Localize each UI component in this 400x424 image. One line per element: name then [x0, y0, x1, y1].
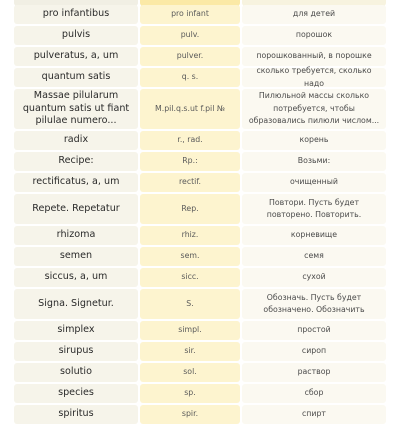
translation-cell-text: спирт	[302, 409, 326, 419]
latin-term-cell-text: spiritus	[58, 408, 94, 420]
translation-cell-text: сколько требуется, сколько надо	[256, 66, 372, 88]
latin-term-cell	[14, 342, 138, 361]
table-row	[14, 405, 386, 424]
translation-cell	[242, 247, 386, 266]
abbreviation-cell-text: M.pil.q.s.ut f.pil №	[155, 103, 225, 113]
abbreviation-cell	[140, 89, 240, 129]
translation-cell-text: сухой	[302, 272, 326, 282]
latin-term-cell	[14, 289, 138, 319]
abbreviation-cell-text: sol.	[183, 367, 197, 377]
translation-cell	[242, 5, 386, 24]
table-row	[14, 194, 386, 224]
abbreviation-cell-text: pro infant	[171, 9, 209, 19]
translation-cell-text: сбор	[304, 388, 324, 398]
translation-cell-text: сироп	[301, 346, 327, 356]
abbreviation-cell	[140, 131, 240, 150]
abbreviation-cell-text: q. s.	[181, 72, 199, 82]
latin-term-cell-text: rectificatus, a, um	[32, 176, 120, 188]
translation-cell-text: для детей	[292, 9, 336, 19]
table-row	[14, 89, 386, 129]
translation-cell	[242, 194, 386, 224]
latin-term-cell-text: solutio	[60, 366, 92, 378]
abbreviation-cell	[140, 152, 240, 171]
abbreviation-table	[14, 5, 386, 424]
translation-cell-text: семя	[304, 251, 324, 261]
table-row	[14, 26, 386, 45]
latin-term-cell	[14, 152, 138, 171]
translation-cell	[242, 384, 386, 403]
translation-cell-text: простой	[297, 325, 331, 335]
translation-cell	[242, 131, 386, 150]
table-row	[14, 68, 386, 87]
abbreviation-cell	[140, 384, 240, 403]
translation-cell	[242, 47, 386, 66]
table-row	[14, 289, 386, 319]
table-row	[14, 173, 386, 192]
translation-cell	[242, 342, 386, 361]
latin-term-cell	[14, 194, 138, 224]
latin-term-cell	[14, 89, 138, 129]
latin-term-cell	[14, 268, 138, 287]
latin-term-cell-text: semen	[59, 250, 93, 262]
abbreviation-cell	[140, 289, 240, 319]
latin-term-cell-text: species	[58, 387, 94, 399]
latin-term-cell-text: pulveratus, a, um	[33, 50, 119, 62]
abbreviation-cell-text: rectif.	[179, 177, 201, 187]
translation-cell	[242, 173, 386, 192]
abbreviation-cell-text: sicc.	[181, 272, 199, 282]
abbreviation-cell-text: simpl.	[178, 325, 202, 335]
abbreviation-cell	[140, 342, 240, 361]
abbreviation-cell	[140, 268, 240, 287]
table-row	[14, 226, 386, 245]
latin-term-cell	[14, 26, 138, 45]
latin-term-cell-text: siccus, a, um	[44, 271, 108, 283]
abbreviation-cell	[140, 194, 240, 224]
table-row	[14, 131, 386, 150]
abbreviation-cell-text: pulv.	[180, 30, 200, 40]
abbreviation-cell-text: Rp.:	[182, 156, 198, 166]
latin-term-cell	[14, 47, 138, 66]
latin-term-cell-text: radix	[63, 134, 89, 146]
translation-cell	[242, 363, 386, 382]
latin-term-cell	[14, 247, 138, 266]
abbreviation-cell	[140, 226, 240, 245]
abbreviation-cell-text: r., rad.	[177, 135, 203, 145]
table-row	[14, 5, 386, 24]
translation-cell-text: корневище	[290, 230, 338, 240]
abbreviation-cell-text: spir.	[181, 409, 199, 419]
abbreviation-cell-text: sir.	[184, 346, 196, 356]
abbreviation-cell	[140, 321, 240, 340]
abbreviation-cell	[140, 363, 240, 382]
translation-cell-text: Повтори. Пусть будет повторено. Повторить.	[266, 197, 362, 219]
latin-term-cell	[14, 226, 138, 245]
abbreviation-cell	[140, 26, 240, 45]
latin-term-cell-text: pro infantibus	[42, 8, 110, 20]
translation-cell-text: порошок	[295, 30, 333, 40]
latin-term-cell-text: Repete. Repetatur	[32, 202, 120, 214]
table-row	[14, 152, 386, 171]
latin-term-cell	[14, 363, 138, 382]
latin-term-cell	[14, 405, 138, 424]
latin-term-cell	[14, 321, 138, 340]
translation-cell	[242, 321, 386, 340]
abbreviation-cell-text: Rep.	[181, 203, 199, 213]
abbreviation-cell	[140, 47, 240, 66]
translation-cell-text: раствор	[297, 367, 331, 377]
table-row	[14, 342, 386, 361]
table-row	[14, 363, 386, 382]
latin-term-cell-text: Signa. Signetur.	[38, 297, 114, 309]
translation-cell	[242, 68, 386, 87]
latin-term-cell	[14, 173, 138, 192]
translation-cell-text: Возьми:	[297, 156, 331, 166]
translation-cell	[242, 89, 386, 129]
table-row	[14, 247, 386, 266]
latin-term-cell	[14, 68, 138, 87]
abbreviation-cell	[140, 173, 240, 192]
abbreviation-cell	[140, 405, 240, 424]
abbreviation-cell	[140, 247, 240, 266]
latin-term-cell	[14, 5, 138, 24]
latin-term-cell-text: simplex	[57, 324, 95, 336]
latin-term-cell	[14, 131, 138, 150]
table-row	[14, 268, 386, 287]
abbreviation-cell-text: sem.	[180, 251, 200, 261]
table-row	[14, 47, 386, 66]
abbreviation-cell-text: sp.	[184, 388, 196, 398]
abbreviation-cell	[140, 5, 240, 24]
translation-cell	[242, 405, 386, 424]
translation-cell-text: очищенный	[289, 177, 338, 187]
abbreviation-cell-text: pulver.	[176, 51, 204, 61]
translation-cell	[242, 152, 386, 171]
abbreviation-cell-text: rhiz.	[181, 230, 199, 240]
translation-cell-text: Обозначь. Пусть будет обозначено. Обозначить	[263, 292, 365, 314]
latin-term-cell-text: Massae pilularum quantum satis ut fiant pilulae numero...	[22, 90, 130, 127]
translation-cell	[242, 268, 386, 287]
abbreviation-cell	[140, 68, 240, 87]
latin-term-cell-text: sirupus	[58, 345, 94, 357]
translation-cell	[242, 26, 386, 45]
table-row	[14, 384, 386, 403]
translation-cell	[242, 226, 386, 245]
translation-cell-text: порошкованный, в порошке	[256, 51, 372, 61]
table-row	[14, 321, 386, 340]
latin-term-cell-text: rhizoma	[56, 229, 96, 241]
latin-term-cell	[14, 384, 138, 403]
translation-cell-text: корень	[299, 135, 329, 145]
translation-cell	[242, 289, 386, 319]
abbreviation-cell-text: S.	[186, 298, 194, 308]
latin-term-cell-text: pulvis	[61, 29, 91, 41]
latin-term-cell-text: Recipe:	[58, 155, 94, 167]
latin-term-cell-text: quantum satis	[41, 71, 111, 83]
translation-cell-text: Пилюльной массы сколько потребуется, чтобы образовались пилюли числом...	[248, 91, 380, 126]
